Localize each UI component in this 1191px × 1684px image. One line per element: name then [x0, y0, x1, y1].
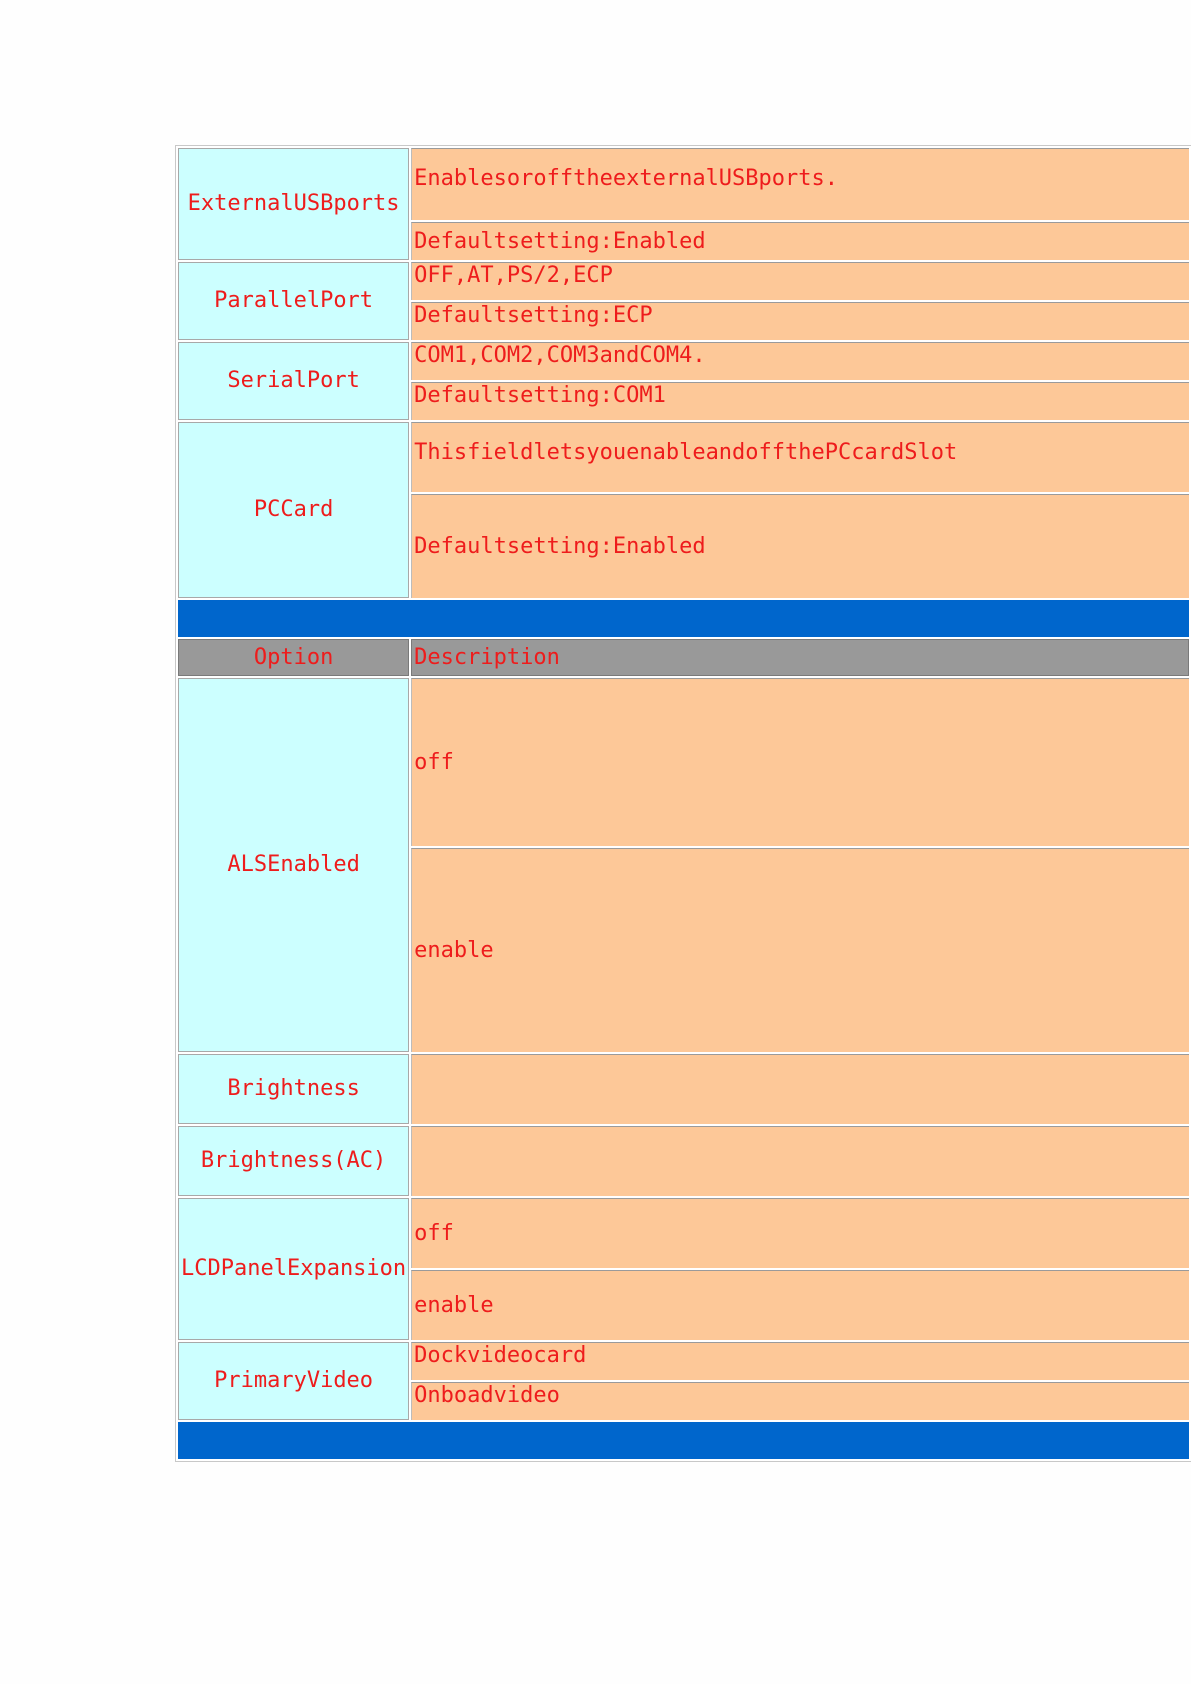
table-row — [178, 1342, 1189, 1380]
table-row — [178, 148, 1189, 220]
table-row — [178, 262, 1189, 300]
table-row — [178, 1126, 1189, 1196]
option-primary-video: PrimaryVideo — [178, 1342, 409, 1420]
option-brightness-ac: Brightness(AC) — [178, 1126, 409, 1196]
description-cell: off — [411, 1198, 1189, 1268]
table-row — [178, 342, 1189, 380]
description-cell: OFF,AT,PS/2,ECP — [411, 262, 1189, 300]
section-separator-bar — [178, 600, 1189, 637]
bios-options-table — [175, 145, 1191, 1462]
table-row — [178, 678, 1189, 846]
table-row — [178, 422, 1189, 492]
description-cell: EnablesorofftheexternalUSBports. — [411, 148, 1189, 220]
table-row — [178, 1054, 1189, 1124]
description-cell: ThisfieldletsyouenableandoffthePCcardSlot — [411, 422, 1189, 492]
option-pc-card: PCCard — [178, 422, 409, 598]
description-cell: enable — [411, 1270, 1189, 1340]
description-cell: Defaultsetting:ECP — [411, 302, 1189, 340]
option-serial-port: SerialPort — [178, 342, 409, 420]
description-cell: COM1,COM2,COM3andCOM4. — [411, 342, 1189, 380]
separator-row — [178, 1422, 1189, 1459]
option-external-usb-ports: ExternalUSBports — [178, 148, 409, 260]
column-header-option: Option — [178, 639, 409, 676]
description-cell: Dockvideocard — [411, 1342, 1189, 1380]
description-cell: off — [411, 678, 1189, 846]
description-cell — [411, 1054, 1189, 1124]
description-cell: enable — [411, 848, 1189, 1052]
header-row — [178, 639, 1189, 676]
option-als-enabled: ALSEnabled — [178, 678, 409, 1052]
description-cell: Onboadvideo — [411, 1382, 1189, 1420]
option-parallel-port: ParallelPort — [178, 262, 409, 340]
description-cell: Defaultsetting:Enabled — [411, 222, 1189, 260]
table-row — [178, 1198, 1189, 1268]
option-lcd-panel-expansion: LCDPanelExpansion — [178, 1198, 409, 1340]
description-cell — [411, 1126, 1189, 1196]
description-cell: Defaultsetting:COM1 — [411, 382, 1189, 420]
column-header-description: Description — [411, 639, 1189, 676]
section-separator-bar — [178, 1422, 1189, 1459]
option-brightness: Brightness — [178, 1054, 409, 1124]
description-cell: Defaultsetting:Enabled — [411, 494, 1189, 598]
separator-row — [178, 600, 1189, 637]
